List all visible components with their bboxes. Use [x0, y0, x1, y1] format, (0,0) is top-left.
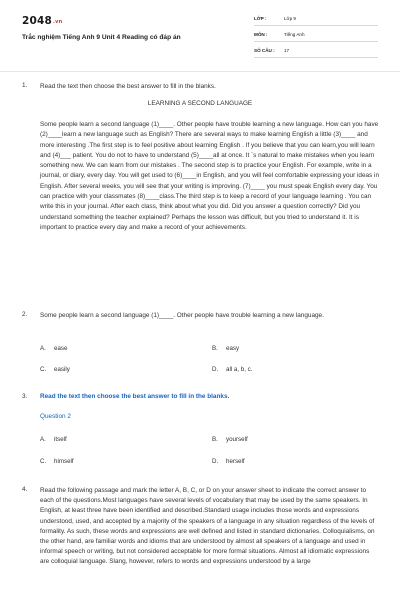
question-3-option-c[interactable]: C. himself: [40, 458, 74, 465]
page-title: Trắc nghiệm Tiếng Anh 9 Unit 4 Reading có đáp án: [22, 34, 181, 41]
question-3-prompt: Read the text then choose the best answer to fill in the blanks.: [40, 393, 230, 400]
question-3-option-b[interactable]: B. yourself: [212, 436, 248, 443]
logo-suffix: .vn: [53, 19, 63, 25]
meta-subject-value: Tiếng Anh: [284, 32, 305, 37]
question-2-option-a[interactable]: A. ease: [40, 345, 68, 352]
question-4-prompt: Read the following passage and mark the letter A, B, C, or D on your answer sheet to indicate the correct answer to each of the questions.Most languages have several levels of vocabulary that may be used by the same speakers. In English, at least three have been identified and described.Standard usage includes those words and expressions understood, used, and accepted by a majority of the speakers of a language in any situation regardless of the levels of formality. As such, these words and expressions are well defined and listed in standard dictionaries. Colloquialisms, on the other hand, are familiar words and idioms that are understood by almost all speakers of a language and used in informal speech or writing, but not considered acceptable for more formal situations. Almost all idiomatic expressions are colloquial language. Slang, however, refers to words and expressions understood by a large: [40, 487, 375, 566]
site-logo[interactable]: 2048.vn: [22, 15, 63, 27]
question-3-option-d[interactable]: D. herself: [212, 458, 245, 465]
meta-class-label: LỚP :: [254, 16, 267, 21]
meta-class-row: [254, 12, 378, 26]
question-3-number: 3.: [22, 393, 28, 400]
meta-count-label: SỐ CÂU :: [254, 48, 275, 53]
meta-count-row: [254, 44, 378, 58]
question-2-option-b[interactable]: B. easy: [212, 345, 240, 352]
question-2-number: 2.: [22, 311, 28, 318]
passage-title: LEARNING A SECOND LANGUAGE: [147, 100, 253, 107]
passage-text: Some people learn a second language (1)____. Other people have trouble learning a new language. How can you have (2)____learn a new language such as English? There are several ways to make learning English a little (3)____ and more interesting .The first step is to feel positive about learning English . If you believe that you can learn,you will learn and (4)___ patient. You do not to have to understand (5)____all at once. It `s natural to make mistakes when you learn something new. We can learn from our mistakes . The second step is to practice your English. For example, write in a journal, or diary, every day. You will get used to (6)____in English, and you will feel comfortable expressing your ideas in English. After several weeks, you will see that your writing is improving. (7)____ you must speak English every day. You can practice with your classmates (8)____class.The third step is to keep a record of your language learning . You can write this in your journal. After each class, think about what you did. Did you answer a question correctly? Did you understand something the teacher explained? Perhaps the lesson was difficult, but you tried to understand it. It is important to practice every day and make a record of your achievements.: [40, 121, 380, 231]
meta-subject-row: [254, 28, 378, 42]
meta-subject-label: MÔN :: [254, 32, 268, 37]
meta-count-value: 17: [284, 48, 290, 53]
question-2-option-d[interactable]: D. all a, b, c.: [212, 366, 253, 373]
question-4-number: 4.: [22, 486, 28, 493]
question-3-subtitle: Question 2: [40, 413, 71, 420]
question-1-prompt: Read the text then choose the best answer to fill in the blanks.: [40, 83, 216, 90]
question-1-number: 1.: [22, 82, 28, 89]
question-2-prompt: Some people learn a second language (1)____. Other people have trouble learning a new language.: [40, 312, 324, 319]
meta-class-value: Lớp 9: [284, 16, 296, 21]
question-3-option-a[interactable]: A. itself: [40, 436, 67, 443]
header-divider: [0, 71, 400, 72]
question-2-option-c[interactable]: C. easily: [40, 366, 70, 373]
page-header: [0, 0, 400, 72]
